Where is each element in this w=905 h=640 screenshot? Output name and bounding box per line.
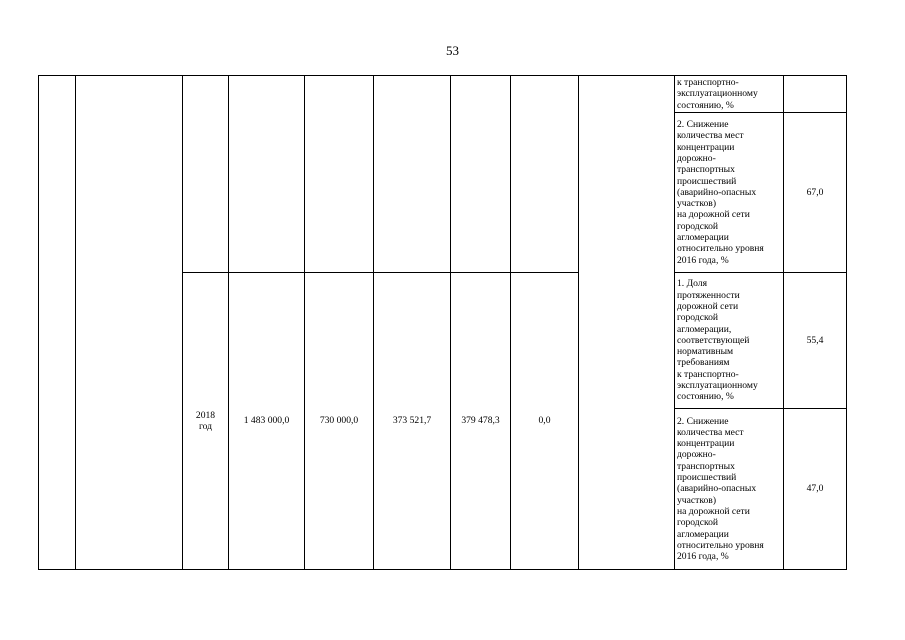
other-sources-cell: 0,0	[511, 273, 579, 570]
other-sources-cell	[511, 76, 579, 273]
year-cell	[183, 76, 229, 273]
indicator-text: к транспортно- эксплуатационному состоянию, %	[675, 76, 784, 113]
indicator-value: 55,4	[784, 273, 847, 409]
indicator-text: 2. Снижение количества мест концентрации дорожно- транспортных происшествий (аварийно-опасных участков) на дорожной сети городской агломерации относительно уровня 2016 года, %	[675, 409, 784, 570]
year-cell: 2018 год	[183, 273, 229, 570]
regional-budget-cell: 373 521,7	[374, 273, 451, 570]
event-name-cell	[76, 76, 183, 570]
indicator-value	[784, 76, 847, 113]
indicator-value: 67,0	[784, 113, 847, 273]
local-budget-cell: 379 478,3	[451, 273, 511, 570]
total-cell: 1 483 000,0	[229, 273, 305, 570]
federal-budget-cell: 730 000,0	[305, 273, 374, 570]
program-table	[38, 75, 847, 570]
local-budget-cell	[451, 76, 511, 273]
index-cell	[39, 76, 76, 570]
total-cell	[229, 76, 305, 273]
indicator-text: 2. Снижение количества мест концентрации дорожно- транспортных происшествий (аварийно-опасных участков) на дорожной сети городской агломерации относительно уровня 2016 года, %	[675, 113, 784, 273]
indicator-value: 47,0	[784, 409, 847, 570]
result-cell	[579, 76, 675, 570]
federal-budget-cell	[305, 76, 374, 273]
page-number: 53	[446, 43, 459, 58]
indicator-text: 1. Доля протяженности дорожной сети городской агломерации, соответствующей нормативным требованиям к транспортно- эксплуатационному состоянию, %	[675, 273, 784, 409]
regional-budget-cell	[374, 76, 451, 273]
table-row	[39, 76, 847, 113]
